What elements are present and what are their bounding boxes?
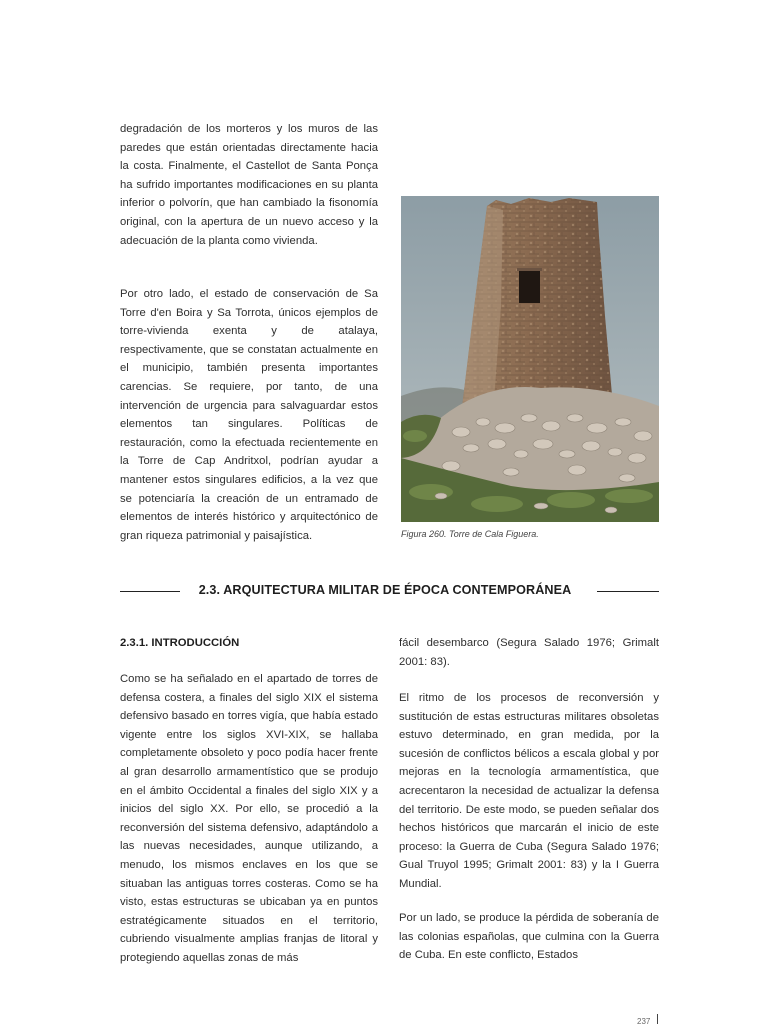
page-number-rule: [657, 1014, 658, 1024]
right-column-paragraph-1: fácil desembarco (Segura Salado 1976; Grimalt 2001: 83).: [399, 637, 659, 668]
subsection-title: 2.3.1. INTRODUCCIÓN: [120, 637, 240, 649]
right-column-paragraph-2: El ritmo de los procesos de reconversión y sustitución de estas estructuras militares obsoletas estuvo determinado, en gran medida, por la sucesión de conflictos bélicos a escala global y por mejoras en la tecnología armamentística, que acrecentaron la necesidad de actualizar la defensa del territorio. De este modo, se pueden señalar dos hechos históricos que marcarán el inicio de este proceso: la Guerra de Cuba (Segura Salado 1976; Gual Truyol 1995; Grimalt 2001: 83) y la I Guerra Mundial.: [399, 692, 659, 890]
section-title: 2.3. ARQUITECTURA MILITAR DE ÉPOCA CONTEMPORÁNEA: [198, 583, 572, 597]
tower-photo: [401, 196, 659, 522]
figure-caption: Figura 260. Torre de Cala Figuera.: [401, 529, 539, 539]
section-rule-left: [120, 591, 180, 592]
intro-paragraph-2: Por otro lado, el estado de conservación de Sa Torre d'en Boira y Sa Torrota, únicos ejemplos de torre-vivienda exenta y de atalaya, respectivamente, que se constatan actualmente en el municipio, también presenta importantes carencias. Se requiere, por tanto, de una intervención de urgencia para salvaguardar estos elementos tan singulares. Políticas de restauración, como la efectuada recientemente en la Torre de Cap Andritxol, podrían ayudar a mantener estos singulares edificios, a la vez que se potenciaría la creación de un entramado de elementos de interés histórico y arquitectónico de gran riqueza patrimonial y paisajística.: [120, 288, 378, 542]
page-number: 237: [637, 1017, 651, 1026]
intro-paragraph-1: degradación de los morteros y los muros de las paredes que están orientadas directamente hacia la costa. Finalmente, el Castellot de Santa Ponça ha sufrido importantes modificaciones en su planta inferior o polvorín, que han cambiado la fisonomía original, con la apertura de un nuevo acceso y la adecuación de la planta como vivienda.: [120, 123, 378, 247]
left-column-paragraph: Como se ha señalado en el apartado de torres de defensa costera, a finales del siglo XIX el sistema defensivo basado en torres vigía, que había estado vigente entre los siglos XVI-XIX, se hallaba completamente obsoleto y poco podía hacer frente al gran desarrollo armamentístico que se produjo en el ámbito Occidental a finales del siglo XIX y a inicios del siglo XX. Por ello, se procedió a la reconversión del sistema defensivo, adaptándolo a las nuevas necesidades, aunque utilizando, a menudo, los mismos enclaves en los que se situaban las antiguas torres costeras. Como se ha visto, estas estructuras se ubicaban ya en puntos estratégicamente situados en el territorio, cubriendo visualmente amplias franjas de litoral y protegiendo aquellas zonas de más: [120, 673, 378, 964]
section-rule-right: [597, 591, 659, 592]
right-column-paragraph-3: Por un lado, se produce la pérdida de soberanía de las colonias españolas, que culmina con la Guerra de Cuba. En este conflicto, Estados: [399, 912, 659, 962]
